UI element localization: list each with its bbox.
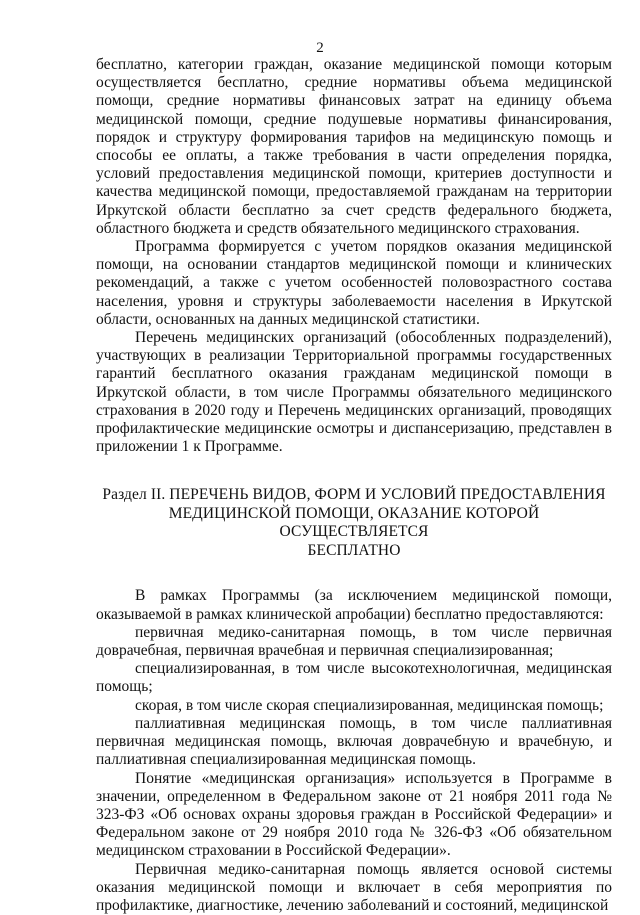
- section-heading-line: Раздел II. ПЕРЕЧЕНЬ ВИДОВ, ФОРМ И УСЛОВИЙ ПРЕДОСТАВЛЕНИЯ: [102, 486, 606, 504]
- paragraph: Перечень медицинских организаций (обособленных подразделений), участвующих в реализации Территориальной программы государственных гарантий бесплатного оказания гражданам медицинской помощи в Иркутской области, в том числе Программы обязательного медицинского страхования в 2020 году и Перечень медицинских организаций, проводящих профилактические медицинские осмотры и диспансеризацию, представлен в приложении 1 к Программе.: [96, 329, 612, 456]
- paragraph: бесплатно, категории граждан, оказание медицинской помощи которым осуществляется бесплатно, средние нормативы объема медицинской помощи, средние нормативы финансовых затрат на единицу объема медицинской помощи, средние подушевые нормативы финансирования, порядок и структуру формирования тарифов на медицинскую помощь и способы ее оплаты, а также требования в части определения порядка, условий предоставления медицинской помощи, критериев доступности и качества медицинской помощи, предоставляемой гражданам на территории Иркутской области бесплатно за счет средств федерального бюджета, областного бюджета и средств обязательного медицинского страхования.: [96, 56, 612, 237]
- section-heading-line: БЕСПЛАТНО: [307, 541, 401, 559]
- section-heading: [96, 486, 612, 560]
- list-item: скорая, в том числе скорая специализированная, медицинская помощь;: [135, 696, 604, 714]
- list-item: первичная медико-санитарная помощь, в том числе первичная доврачебная, первичная врачебная и первичная специализированная;: [96, 623, 612, 660]
- list-item: специализированная, в том числе высокотехнологичная, медицинская помощь;: [96, 660, 612, 696]
- document-body: [96, 56, 612, 915]
- paragraph: Первичная медико-санитарная помощь является основой системы оказания медицинской помощи и включает в себя мероприятия по профилактике, диагностике, лечению заболеваний и состояний, медицинской: [96, 860, 612, 914]
- paragraph: В рамках Программы (за исключением медицинской помощи, оказываемой в рамках клинической апробации) бесплатно предоставляются:: [96, 587, 612, 623]
- section-heading-line: МЕДИЦИНСКОЙ ПОМОЩИ, ОКАЗАНИЕ КОТОРОЙ ОСУЩЕСТВЛЯЕТСЯ: [168, 504, 540, 541]
- paragraph: Понятие «медицинская организация» используется в Программе в значении, определенном в Федеральном законе от 21 ноября 2011 года № 323-ФЗ «Об основах охраны здоровья граждан в Российской Федерации» и Федеральном законе от 29 ноября 2010 года № 326-ФЗ «Об обязательном медицинском страховании в Российской Федерации».: [96, 769, 612, 860]
- page-number: 2: [316, 40, 324, 56]
- paragraph: Программа формируется с учетом порядков оказания медицинской помощи, на основании стандартов медицинской помощи и клинических рекомендаций, а также с учетом особенностей половозрастного состава населения, уровня и структуры заболеваемости населения в Иркутской области, основанных на данных медицинской статистики.: [96, 238, 612, 328]
- list-item: паллиативная медицинская помощь, в том числе паллиативная первичная медицинская помощь, включая доврачебную и врачебную, и паллиативная специализированная медицинская помощь.: [96, 714, 612, 769]
